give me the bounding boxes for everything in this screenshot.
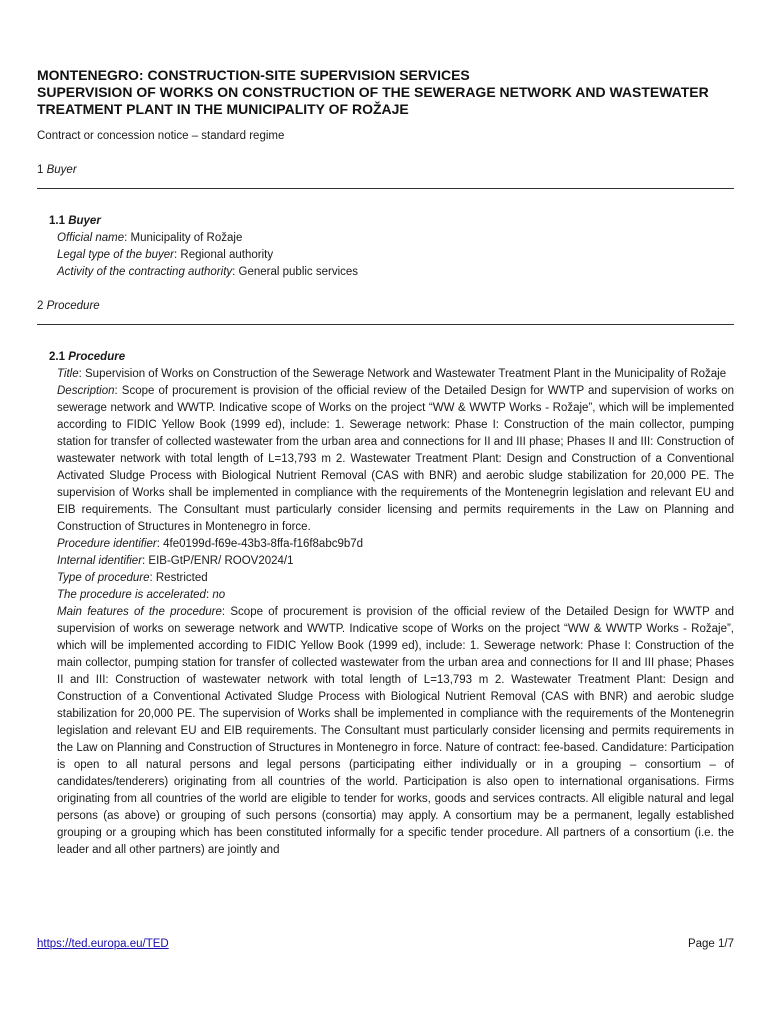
procedure-identifier-field: Procedure identifier: 4fe0199d-f69e-43b3-8ffa-f16f8abc9b7d bbox=[57, 538, 364, 550]
legal-type-field: Legal type of the buyer: Regional authority bbox=[57, 249, 274, 261]
description-field: Description: Scope of procurement is provision of the official review of the Detailed Design for WWTP and supervision of works on sewerage network and WWTP. Indicative scope of Works on the project “WW & WWTP Works - Rožaje”, which will be implemented according to FIDIC Yellow Book (1999 ed), include: 1. Sewerage network: Phase I: Construction of the main collector, pumping station for transfer of collected wastewater from the urban area and connections for II and III phase; Phases II and III: Construction of wastewater network with total length of L=13,793 m 2. Wastewater Treatment Plant: Design and Construction of a Conventional Activated Sludge Process with Biological Nutrient Removal (CAS with BNR) and aerobic sludge stabilization for 20,000 PE. The supervision of Works shall be implemented in compliance with the requirements of the Montenegrin legislation and relevant EU and EIB requirements. The Consultant must particularly consider licensing and permits requirements in the Law on Planning and Construction of Structures in Montenegro in force. bbox=[57, 385, 734, 533]
main-features-label: Main features of the procedure bbox=[57, 606, 222, 618]
section-2-heading bbox=[37, 299, 734, 313]
subsection-2-1-label: Procedure bbox=[68, 351, 126, 363]
procedure-identifier-value: 4fe0199d-f69e-43b3-8ffa-f16f8abc9b7d bbox=[163, 538, 364, 550]
procedure-type-field: Type of procedure: Restricted bbox=[57, 572, 208, 584]
accelerated-field: The procedure is accelerated: no bbox=[57, 589, 226, 601]
ted-link[interactable]: https://ted.europa.eu/TED bbox=[37, 938, 169, 950]
internal-identifier-label: Internal identifier bbox=[57, 555, 143, 567]
internal-identifier-field: Internal identifier: EIB-GtP/ENR/ ROOV2024/1 bbox=[57, 555, 294, 567]
official-name-field: Official name: Municipality of Rožaje bbox=[57, 232, 243, 244]
section-2-label: Procedure bbox=[46, 300, 100, 312]
description-value: Scope of procurement is provision of the official review of the Detailed Design for WWTP and supervision of works on sewerage network and WWTP. Indicative scope of Works on the project “WW & WWTP Works - Rožaje”, which will be implemented according to FIDIC Yellow Book (1999 ed), include: 1. Sewerage network: Phase I: Construction of the main collector, pumping station for transfer of collected wastewater from the urban area and connections for II and III phase; Phases II and III: Construction of wastewater network with total length of L=13,793 m 2. Wastewater Treatment Plant: Design and Construction of a Conventional Activated Sludge Process with Biological Nutrient Removal (CAS with BNR) and aerobic sludge stabilization for 20,000 PE. The supervision of Works shall be implemented in compliance with the requirements of the Montenegrin legislation and relevant EU and EIB requirements. The Consultant must particularly consider licensing and permits requirements in the Law on Planning and Construction of Structures in Montenegro in force. bbox=[57, 385, 734, 533]
subsection-2-1 bbox=[49, 349, 734, 859]
main-features-field: Main features of the procedure: Scope of procurement is provision of the official review of the Detailed Design for WWTP and supervision of works on sewerage network and WWTP. Indicative scope of Works on the project “WW & WWTP Works - Rožaje”, which will be implemented according to FIDIC Yellow Book (1999 ed), include: 1. Sewerage network: Phase I: Construction of the main collector, pumping station for transfer of collected wastewater from the urban area and connections for II and III phase; Phases II and III: Construction of wastewater network with total length of L=13,793 m 2. Wastewater Treatment Plant: Design and Construction of a Conventional Activated Sludge Process with Biological Nutrient Removal (CAS with BNR) and aerobic sludge stabilization for 20,000 PE. The supervision of Works shall be implemented in compliance with the requirements of the Montenegrin legislation and relevant EU and EIB requirements. The Consultant must particularly consider licensing and permits requirements in the Law on Planning and Construction of Structures in Montenegro in force. Nature of contract: fee-based. Candidature: Participation is open to all natural persons and legal persons (participating either individually or in a grouping – consortium – of candidates/tenderers) originating from all countries of the world. Participation is also open to international organisations. Firms originating from all countries of the world are eligible to tender for works, goods and services contracts. All eligible natural and legal persons (as above) or grouping of such persons (consortia) may apply. A consortium may be a permanent, legally established grouping or a grouping which has been constituted informally for a specific tender procedure. All partners of a consortium (i.e. the leader and all other partners) are jointly and bbox=[57, 606, 735, 856]
official-name-label: Official name bbox=[57, 232, 125, 244]
activity-field: Activity of the contracting authority: General public services bbox=[57, 266, 359, 278]
section-1-heading bbox=[37, 163, 734, 177]
section-1-number: 1 bbox=[37, 164, 44, 176]
accelerated-label: The procedure is accelerated bbox=[57, 589, 206, 601]
procedure-title-label: Title bbox=[57, 368, 79, 380]
subsection-1-1-number: 1.1 bbox=[49, 215, 65, 227]
section-1-label: Buyer bbox=[46, 164, 77, 176]
section-1-divider bbox=[37, 188, 734, 189]
title-line-2: SUPERVISION OF WORKS ON CONSTRUCTION OF THE SEWERAGE NETWORK AND WASTEWATER TREATMENT PLANT IN THE MUNICIPALITY OF ROŽAJE bbox=[37, 84, 709, 117]
page-number: Page 1/7 bbox=[687, 938, 734, 950]
subsection-2-1-heading bbox=[49, 349, 734, 366]
accelerated-value: no bbox=[212, 589, 226, 601]
legal-type-value: Regional authority bbox=[180, 249, 274, 261]
page-footer bbox=[37, 938, 734, 950]
procedure-type-value: Restricted bbox=[155, 572, 208, 584]
procedure-title-value: Supervision of Works on Construction of the Sewerage Network and Wastewater Treatment Plant in the Municipality of Rožaje bbox=[85, 368, 727, 380]
subsection-1-1 bbox=[49, 213, 734, 281]
procedure-identifier-label: Procedure identifier bbox=[57, 538, 157, 550]
main-features-value: Scope of procurement is provision of the official review of the Detailed Design for WWTP and supervision of works on sewerage network and WWTP. Indicative scope of Works on the project “WW & WWTP Works - Rožaje”, which will be implemented according to FIDIC Yellow Book (1999 ed), include: 1. Sewerage network: Phase I: Construction of the main collector, pumping station for transfer of collected wastewater from the urban area and connections for II and III phase; Phases II and III: Construction of wastewater network with total length of L=13,793 m 2. Wastewater Treatment Plant: Design and Construction of a Conventional Activated Sludge Process with Biological Nutrient Removal (CAS with BNR) and aerobic sludge stabilization for 20,000 PE. The supervision of Works shall be implemented in compliance with the requirements of the Montenegrin legislation and relevant EU and EIB requirements. The Consultant must particularly consider licensing and permits requirements in the Law on Planning and Construction of Structures in Montenegro in force. Nature of contract: fee-based. Candidature: Participation is open to all natural persons and legal persons (participating either individually or in a grouping – consortium – of candidates/tenderers) originating from all countries of the world. Participation is also open to international organisations. Firms originating from all countries of the world are eligible to tender for works, goods and services contracts. All eligible natural and legal persons (as above) or grouping of such persons (consortia) may apply. A consortium may be a permanent, legally established grouping or a grouping which has been constituted informally for a specific tender procedure. All partners of a consortium (i.e. the leader and all other partners) are jointly and bbox=[57, 606, 735, 856]
subsection-1-1-label: Buyer bbox=[68, 215, 101, 227]
section-2-number: 2 bbox=[37, 300, 44, 312]
notice-type: Contract or concession notice – standard regime bbox=[37, 130, 285, 142]
official-name-value: Municipality of Rožaje bbox=[130, 232, 243, 244]
title-line-1: MONTENEGRO: CONSTRUCTION-SITE SUPERVISION SERVICES bbox=[37, 67, 470, 83]
internal-identifier-value: EIB-GtP/ENR/ ROOV2024/1 bbox=[148, 555, 294, 567]
activity-value: General public services bbox=[238, 266, 359, 278]
subsection-2-1-number: 2.1 bbox=[49, 351, 65, 363]
section-2-divider bbox=[37, 324, 734, 325]
procedure-title-field: Title: Supervision of Works on Construction of the Sewerage Network and Wastewater Treatment Plant in the Municipality of Rožaje bbox=[57, 368, 727, 380]
subsection-1-1-heading bbox=[49, 213, 734, 230]
description-label: Description bbox=[57, 385, 115, 397]
document-page bbox=[37, 67, 734, 859]
activity-label: Activity of the contracting authority bbox=[57, 266, 233, 278]
notice-title bbox=[37, 67, 734, 118]
legal-type-label: Legal type of the buyer bbox=[57, 249, 174, 261]
procedure-type-label: Type of procedure bbox=[57, 572, 150, 584]
